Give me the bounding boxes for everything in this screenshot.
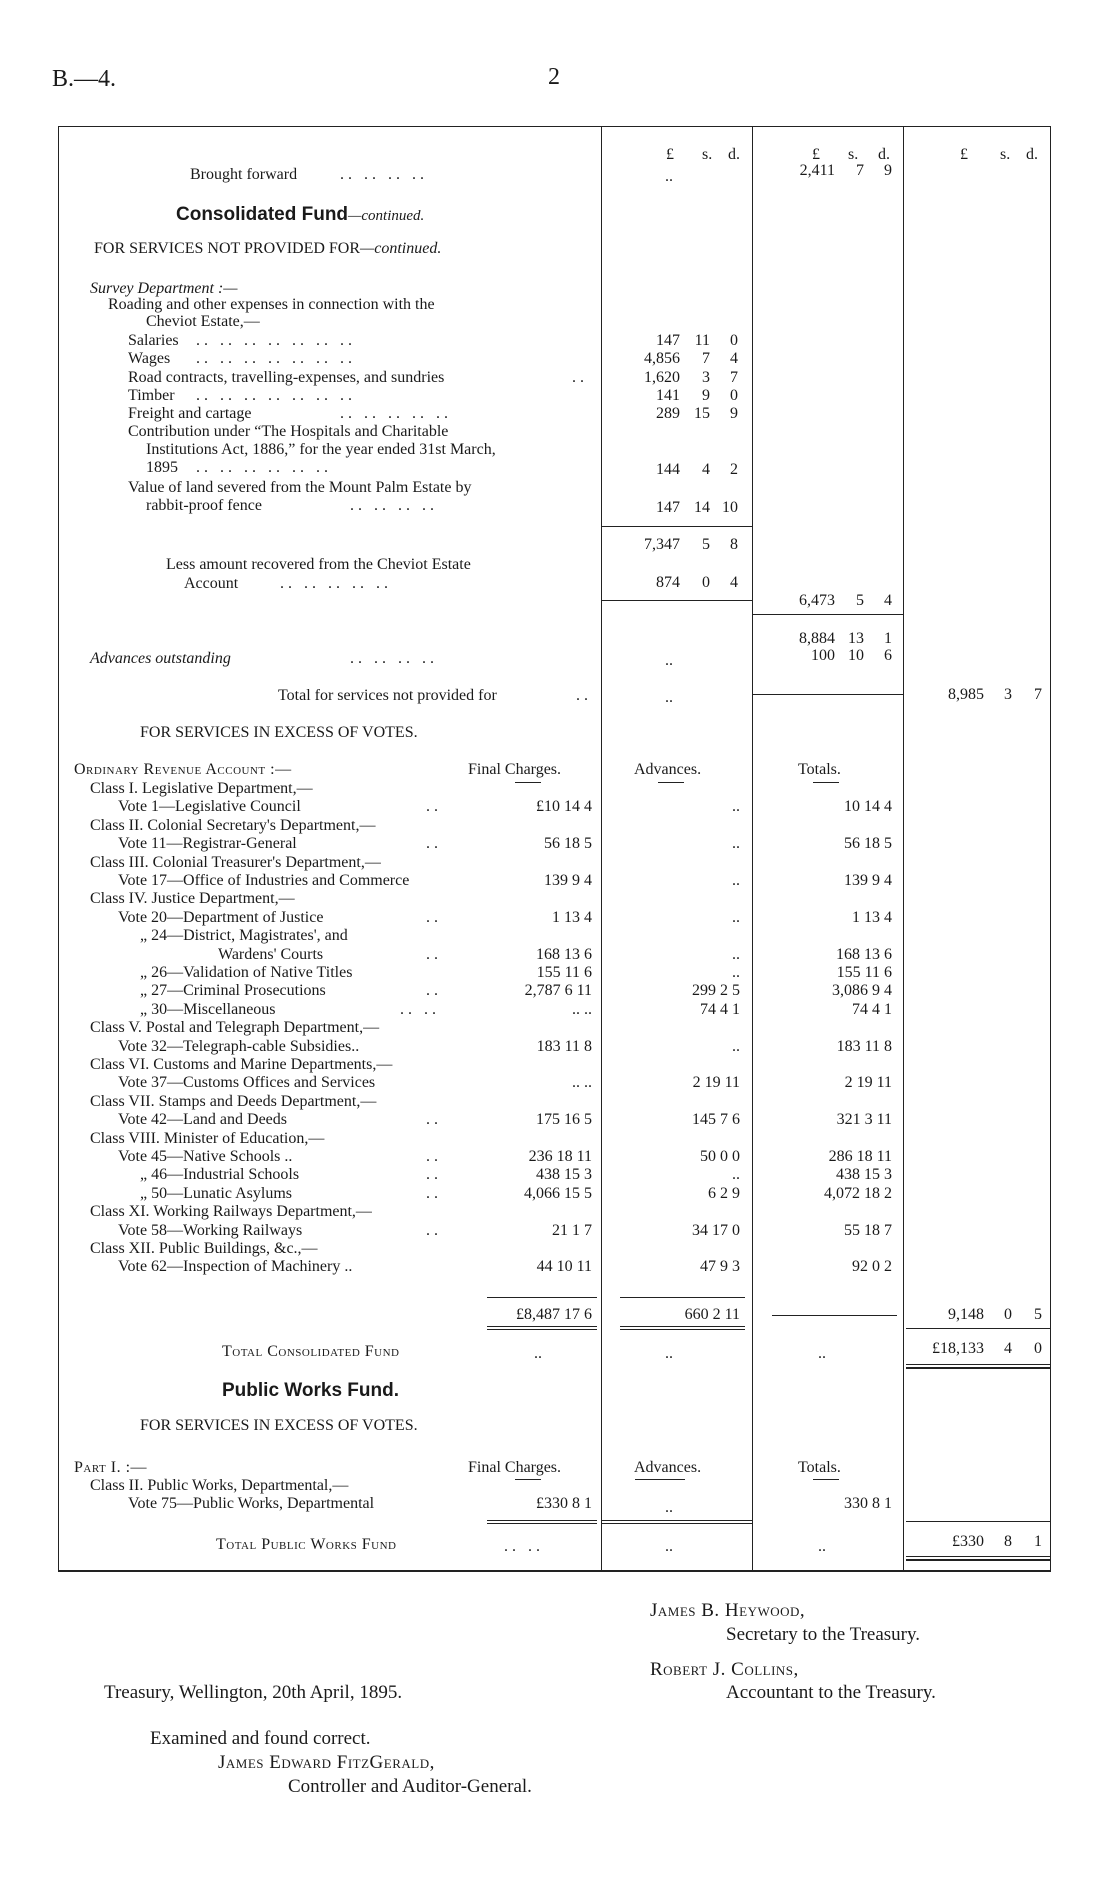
total-amount: 155 11 6: [836, 964, 892, 981]
heywood-title: Secretary to the Treasury.: [726, 1624, 920, 1645]
row-dots: ..: [426, 1148, 442, 1165]
row-dots: ..: [426, 798, 442, 815]
row-label: Vote 20—Department of Justice: [118, 909, 324, 926]
total-amount: 168 13 6: [836, 946, 892, 963]
final-charge: 438 15 3: [536, 1166, 592, 1183]
row-label: Class VIII. Minister of Education,—: [90, 1130, 325, 1147]
advance-amount: 299 2 5: [692, 982, 740, 999]
advance-amount: 34 17 0: [692, 1222, 740, 1239]
advances-total: 660 2 11: [684, 1306, 740, 1323]
total-amount: 56 18 5: [844, 835, 892, 852]
total-amount: 286 18 11: [828, 1148, 892, 1165]
collins-title: Accountant to the Treasury.: [726, 1682, 936, 1703]
excess-total-pence: 5: [1034, 1306, 1042, 1323]
row-label: Class VII. Stamps and Deeds Department,—: [90, 1093, 377, 1110]
row-label: Vote 1—Legislative Council: [118, 798, 301, 815]
row-label: „ 30—Miscellaneous: [140, 1001, 276, 1018]
advance-amount: ..: [732, 1166, 740, 1183]
treasury-date: Treasury, Wellington, 20th April, 1895.: [104, 1682, 403, 1703]
row-label: „ 27—Criminal Prosecutions: [140, 982, 326, 999]
final-charge: 155 11 6: [536, 964, 592, 981]
final-charge: 168 13 6: [536, 946, 592, 963]
total-amount: 3,086 9 4: [832, 982, 892, 999]
row-dots: ..: [426, 1166, 442, 1183]
total-amount: 321 3 11: [836, 1111, 892, 1128]
examined-text: Examined and found correct.: [150, 1728, 371, 1749]
advance-amount: ..: [732, 964, 740, 981]
row-label: Vote 42—Land and Deeds: [118, 1111, 287, 1128]
excess-total-pounds: 9,148: [948, 1306, 984, 1323]
row-dots: ..: [426, 1185, 442, 1202]
document-reference: B.—4.: [52, 66, 117, 92]
row-label: „ 46—Industrial Schools: [140, 1166, 300, 1183]
row-dots: ..: [426, 982, 442, 999]
total-amount: 183 11 8: [836, 1038, 892, 1055]
advance-amount: ..: [732, 798, 740, 815]
row-label: „ 50—Lunatic Asylums: [140, 1185, 292, 1202]
row-label: Class IV. Justice Department,—: [90, 890, 295, 907]
row-label: Vote 62—Inspection of Machinery ..: [118, 1258, 353, 1275]
fitzgerald-title: Controller and Auditor-General.: [288, 1776, 532, 1797]
heywood-name: James B. Heywood,: [650, 1600, 806, 1621]
total-amount: 438 15 3: [836, 1166, 892, 1183]
advance-amount: 2 19 11: [692, 1074, 740, 1091]
row-label: Class I. Legislative Department,—: [90, 780, 313, 797]
total-amount: 10 14 4: [844, 798, 892, 815]
row-label: Vote 11—Registrar-General: [118, 835, 297, 852]
row-label: Class II. Colonial Secretary's Department,—: [90, 817, 376, 834]
final-charge: 139 9 4: [544, 872, 592, 889]
row-dots: ..: [426, 946, 442, 963]
excess-votes-heading: FOR SERVICES IN EXCESS OF VOTES.: [140, 724, 418, 741]
final-charge: 4,066 15 5: [524, 1185, 592, 1202]
final-charge: 183 11 8: [536, 1038, 592, 1055]
advance-amount: ..: [732, 909, 740, 926]
row-label: Vote 37—Customs Offices and Services: [118, 1074, 376, 1091]
row-label: Vote 58—Working Railways: [118, 1222, 303, 1239]
row-label: Class VI. Customs and Marine Departments,—: [90, 1056, 393, 1073]
row-label: Vote 17—Office of Industries and Commerce: [118, 872, 410, 889]
totals-heading: Totals.: [798, 761, 841, 778]
row-label: Class III. Colonial Treasurer's Department,—: [90, 854, 381, 871]
excess-total-shillings: 0: [1004, 1306, 1012, 1323]
advance-amount: 74 4 1: [700, 1001, 740, 1018]
row-label: Class XII. Public Buildings, &c.,—: [90, 1240, 318, 1257]
consolidated-fund-title: Consolidated Fund—continued.: [176, 204, 425, 225]
row-dots: ..: [426, 1111, 442, 1128]
final-charge: £10 14 4: [536, 798, 592, 815]
final-charge: 1 13 4: [552, 909, 592, 926]
row-dots: ..: [426, 1222, 442, 1239]
final-charge: 2,787 6 11: [524, 982, 592, 999]
row-label: Wardens' Courts: [218, 946, 324, 963]
row-label: Class XI. Working Railways Department,—: [90, 1203, 372, 1220]
row-label: Vote 32—Telegraph-cable Subsidies..: [118, 1038, 360, 1055]
collins-name: Robert J. Collins,: [650, 1659, 799, 1680]
advance-amount: 50 0 0: [700, 1148, 740, 1165]
total-amount: 74 4 1: [852, 1001, 892, 1018]
advances-heading: Advances.: [634, 761, 702, 778]
page-number: 2: [548, 64, 560, 90]
final-charges-heading: Final Charges.: [468, 761, 562, 778]
final-charge: 21 1 7: [552, 1222, 592, 1239]
services-not-provided-heading: FOR SERVICES NOT PROVIDED FOR—continued.: [94, 240, 442, 257]
total-amount: 2 19 11: [844, 1074, 892, 1091]
final-charges-total: £8,487 17 6: [516, 1306, 592, 1323]
row-label: Vote 45—Native Schools ..: [118, 1148, 293, 1165]
final-charge: .. ..: [572, 1001, 592, 1018]
ordinary-revenue-label: Ordinary Revenue Account :—: [74, 761, 292, 778]
row-label: Class V. Postal and Telegraph Department,—: [90, 1019, 380, 1036]
row-label: „ 26—Validation of Native Titles: [140, 964, 353, 981]
final-charge: 44 10 11: [536, 1258, 592, 1275]
total-amount: 139 9 4: [844, 872, 892, 889]
advance-amount: ..: [732, 872, 740, 889]
advance-amount: 6 2 9: [708, 1185, 740, 1202]
advance-amount: 47 9 3: [700, 1258, 740, 1275]
row-dots: ..: [426, 835, 442, 852]
fitzgerald-name: James Edward FitzGerald,: [218, 1752, 435, 1773]
row-dots: .. ..: [400, 1001, 440, 1018]
row-label: „ 24—District, Magistrates', and: [140, 927, 348, 944]
total-amount: 4,072 18 2: [824, 1185, 892, 1202]
final-charge: .. ..: [572, 1074, 592, 1091]
total-amount: 92 0 2: [852, 1258, 892, 1275]
advance-amount: ..: [732, 835, 740, 852]
advance-amount: ..: [732, 1038, 740, 1055]
final-charge: 175 16 5: [536, 1111, 592, 1128]
row-dots: ..: [426, 909, 442, 926]
advance-amount: 145 7 6: [692, 1111, 740, 1128]
advance-amount: ..: [732, 946, 740, 963]
final-charge: 56 18 5: [544, 835, 592, 852]
total-amount: 1 13 4: [852, 909, 892, 926]
final-charge: 236 18 11: [528, 1148, 592, 1165]
total-amount: 55 18 7: [844, 1222, 892, 1239]
